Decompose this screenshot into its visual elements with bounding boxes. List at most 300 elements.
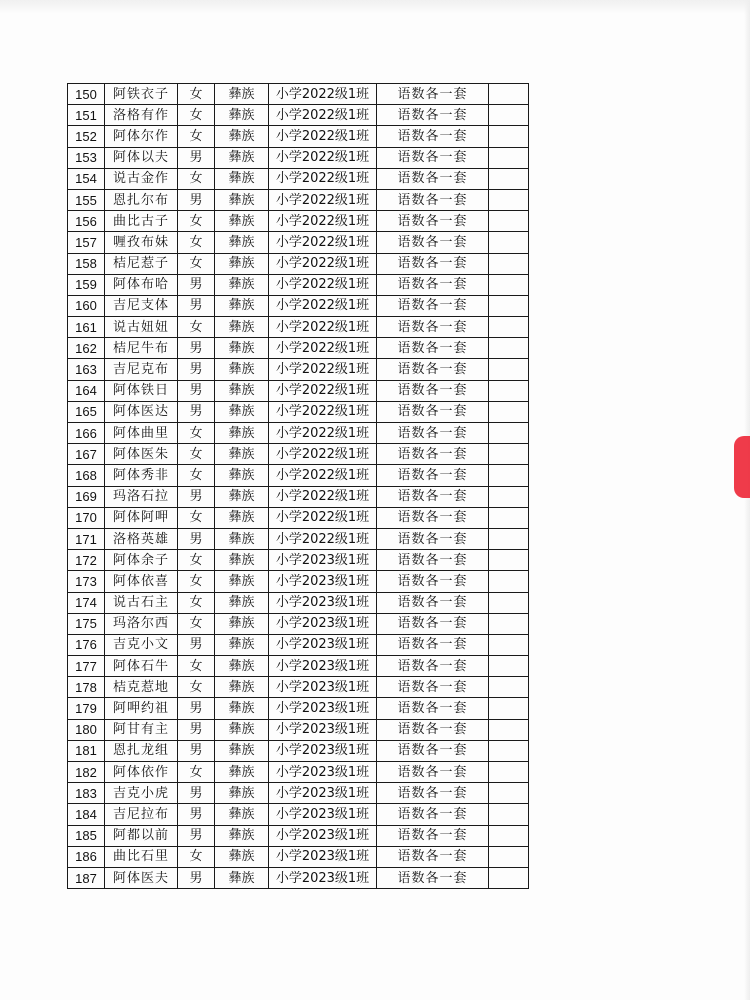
class-cell: 小学2023级1班 <box>269 571 377 592</box>
class-cell: 小学2022级1班 <box>269 359 377 380</box>
textbook-item-cell: 语数各一套 <box>377 211 489 232</box>
gender-cell: 女 <box>178 211 215 232</box>
textbook-item-cell: 语数各一套 <box>377 168 489 189</box>
student-name-cell: 洛格有作 <box>105 105 178 126</box>
row-number-cell: 171 <box>68 528 105 549</box>
table-row <box>68 846 529 867</box>
ethnicity-cell: 彝族 <box>215 528 269 549</box>
gender-cell: 女 <box>178 507 215 528</box>
table-row <box>68 401 529 422</box>
textbook-item-cell: 语数各一套 <box>377 465 489 486</box>
student-name-cell: 说古金作 <box>105 168 178 189</box>
ethnicity-cell: 彝族 <box>215 380 269 401</box>
student-name-cell: 阿体医达 <box>105 401 178 422</box>
textbook-item-cell: 语数各一套 <box>377 232 489 253</box>
remark-cell <box>489 232 529 253</box>
scan-shadow-right <box>744 0 750 1000</box>
gender-cell: 女 <box>178 571 215 592</box>
textbook-item-cell: 语数各一套 <box>377 338 489 359</box>
textbook-item-cell: 语数各一套 <box>377 783 489 804</box>
remark-cell <box>489 211 529 232</box>
gender-cell: 女 <box>178 168 215 189</box>
table-row <box>68 147 529 168</box>
class-cell: 小学2023级1班 <box>269 740 377 761</box>
class-cell: 小学2023级1班 <box>269 867 377 888</box>
textbook-item-cell: 语数各一套 <box>377 740 489 761</box>
textbook-item-cell: 语数各一套 <box>377 189 489 210</box>
textbook-item-cell: 语数各一套 <box>377 105 489 126</box>
table-row <box>68 656 529 677</box>
ethnicity-cell: 彝族 <box>215 253 269 274</box>
textbook-item-cell: 语数各一套 <box>377 126 489 147</box>
class-cell: 小学2022级1班 <box>269 147 377 168</box>
ethnicity-cell: 彝族 <box>215 317 269 338</box>
class-cell: 小学2022级1班 <box>269 444 377 465</box>
textbook-item-cell: 语数各一套 <box>377 846 489 867</box>
textbook-item-cell: 语数各一套 <box>377 613 489 634</box>
table-row <box>68 380 529 401</box>
class-cell: 小学2023级1班 <box>269 592 377 613</box>
row-number-cell: 170 <box>68 507 105 528</box>
row-number-cell: 168 <box>68 465 105 486</box>
remark-cell <box>489 783 529 804</box>
gender-cell: 男 <box>178 189 215 210</box>
ethnicity-cell: 彝族 <box>215 783 269 804</box>
table-row <box>68 825 529 846</box>
ethnicity-cell: 彝族 <box>215 825 269 846</box>
gender-cell: 女 <box>178 253 215 274</box>
row-number-cell: 185 <box>68 825 105 846</box>
gender-cell: 男 <box>178 359 215 380</box>
table-row <box>68 126 529 147</box>
remark-cell <box>489 804 529 825</box>
class-cell: 小学2023级1班 <box>269 613 377 634</box>
row-number-cell: 166 <box>68 423 105 444</box>
textbook-item-cell: 语数各一套 <box>377 401 489 422</box>
roster-body <box>68 84 529 889</box>
row-number-cell: 151 <box>68 105 105 126</box>
textbook-item-cell: 语数各一套 <box>377 84 489 105</box>
row-number-cell: 164 <box>68 380 105 401</box>
gender-cell: 男 <box>178 825 215 846</box>
row-number-cell: 186 <box>68 846 105 867</box>
remark-cell <box>489 825 529 846</box>
remark-cell <box>489 677 529 698</box>
table-row <box>68 423 529 444</box>
gender-cell: 男 <box>178 867 215 888</box>
class-cell: 小学2023级1班 <box>269 719 377 740</box>
row-number-cell: 163 <box>68 359 105 380</box>
row-number-cell: 169 <box>68 486 105 507</box>
gender-cell: 女 <box>178 232 215 253</box>
table-row <box>68 571 529 592</box>
student-name-cell: 吉克小文 <box>105 634 178 655</box>
row-number-cell: 152 <box>68 126 105 147</box>
gender-cell: 女 <box>178 613 215 634</box>
textbook-item-cell: 语数各一套 <box>377 147 489 168</box>
row-number-cell: 157 <box>68 232 105 253</box>
gender-cell: 女 <box>178 677 215 698</box>
ethnicity-cell: 彝族 <box>215 105 269 126</box>
remark-cell <box>489 465 529 486</box>
gender-cell: 女 <box>178 762 215 783</box>
ethnicity-cell: 彝族 <box>215 274 269 295</box>
student-name-cell: 恩扎尔布 <box>105 189 178 210</box>
ethnicity-cell: 彝族 <box>215 804 269 825</box>
ethnicity-cell: 彝族 <box>215 846 269 867</box>
ethnicity-cell: 彝族 <box>215 423 269 444</box>
ethnicity-cell: 彝族 <box>215 401 269 422</box>
textbook-item-cell: 语数各一套 <box>377 253 489 274</box>
class-cell: 小学2022级1班 <box>269 423 377 444</box>
ethnicity-cell: 彝族 <box>215 359 269 380</box>
textbook-item-cell: 语数各一套 <box>377 677 489 698</box>
row-number-cell: 182 <box>68 762 105 783</box>
student-name-cell: 桔尼惹子 <box>105 253 178 274</box>
remark-cell <box>489 846 529 867</box>
remark-cell <box>489 762 529 783</box>
ethnicity-cell: 彝族 <box>215 338 269 359</box>
remark-cell <box>489 274 529 295</box>
remark-cell <box>489 698 529 719</box>
table-row <box>68 762 529 783</box>
gender-cell: 女 <box>178 592 215 613</box>
ethnicity-cell: 彝族 <box>215 84 269 105</box>
table-row <box>68 105 529 126</box>
gender-cell: 男 <box>178 147 215 168</box>
table-row <box>68 232 529 253</box>
remark-cell <box>489 359 529 380</box>
student-name-cell: 阿体铁日 <box>105 380 178 401</box>
red-seal-edge-mark <box>734 436 750 498</box>
ethnicity-cell: 彝族 <box>215 571 269 592</box>
row-number-cell: 153 <box>68 147 105 168</box>
table-row <box>68 804 529 825</box>
table-row <box>68 677 529 698</box>
row-number-cell: 177 <box>68 656 105 677</box>
row-number-cell: 155 <box>68 189 105 210</box>
ethnicity-cell: 彝族 <box>215 677 269 698</box>
table-row <box>68 507 529 528</box>
student-name-cell: 阿体曲里 <box>105 423 178 444</box>
table-row <box>68 719 529 740</box>
textbook-item-cell: 语数各一套 <box>377 571 489 592</box>
remark-cell <box>489 634 529 655</box>
class-cell: 小学2023级1班 <box>269 656 377 677</box>
table-row <box>68 359 529 380</box>
row-number-cell: 178 <box>68 677 105 698</box>
student-name-cell: 阿体余子 <box>105 550 178 571</box>
gender-cell: 女 <box>178 550 215 571</box>
student-name-cell: 玛洛尔西 <box>105 613 178 634</box>
row-number-cell: 175 <box>68 613 105 634</box>
remark-cell <box>489 253 529 274</box>
student-name-cell: 阿体医朱 <box>105 444 178 465</box>
table-row <box>68 444 529 465</box>
remark-cell <box>489 126 529 147</box>
textbook-item-cell: 语数各一套 <box>377 295 489 316</box>
class-cell: 小学2022级1班 <box>269 317 377 338</box>
class-cell: 小学2022级1班 <box>269 338 377 359</box>
scan-shadow-top <box>0 0 750 14</box>
ethnicity-cell: 彝族 <box>215 444 269 465</box>
table-row <box>68 592 529 613</box>
ethnicity-cell: 彝族 <box>215 592 269 613</box>
row-number-cell: 150 <box>68 84 105 105</box>
ethnicity-cell: 彝族 <box>215 168 269 189</box>
table-row <box>68 211 529 232</box>
row-number-cell: 174 <box>68 592 105 613</box>
ethnicity-cell: 彝族 <box>215 507 269 528</box>
remark-cell <box>489 317 529 338</box>
row-number-cell: 160 <box>68 295 105 316</box>
student-roster-table <box>67 83 529 889</box>
table-row <box>68 253 529 274</box>
gender-cell: 男 <box>178 719 215 740</box>
gender-cell: 女 <box>178 105 215 126</box>
remark-cell <box>489 444 529 465</box>
table-row <box>68 613 529 634</box>
gender-cell: 男 <box>178 698 215 719</box>
student-name-cell: 吉尼克布 <box>105 359 178 380</box>
ethnicity-cell: 彝族 <box>215 465 269 486</box>
textbook-item-cell: 语数各一套 <box>377 762 489 783</box>
table-row <box>68 528 529 549</box>
student-name-cell: 曲比古子 <box>105 211 178 232</box>
class-cell: 小学2023级1班 <box>269 846 377 867</box>
ethnicity-cell: 彝族 <box>215 698 269 719</box>
remark-cell <box>489 423 529 444</box>
gender-cell: 女 <box>178 317 215 338</box>
remark-cell <box>489 84 529 105</box>
table-row <box>68 338 529 359</box>
row-number-cell: 159 <box>68 274 105 295</box>
row-number-cell: 173 <box>68 571 105 592</box>
remark-cell <box>489 571 529 592</box>
student-name-cell: 洛格英雄 <box>105 528 178 549</box>
class-cell: 小学2022级1班 <box>269 126 377 147</box>
table-row <box>68 189 529 210</box>
class-cell: 小学2022级1班 <box>269 380 377 401</box>
textbook-item-cell: 语数各一套 <box>377 592 489 613</box>
class-cell: 小学2023级1班 <box>269 783 377 804</box>
table-row <box>68 295 529 316</box>
student-name-cell: 阿体医夫 <box>105 867 178 888</box>
gender-cell: 女 <box>178 846 215 867</box>
remark-cell <box>489 168 529 189</box>
textbook-item-cell: 语数各一套 <box>377 380 489 401</box>
remark-cell <box>489 719 529 740</box>
table-row <box>68 783 529 804</box>
ethnicity-cell: 彝族 <box>215 634 269 655</box>
row-number-cell: 183 <box>68 783 105 804</box>
textbook-item-cell: 语数各一套 <box>377 550 489 571</box>
row-number-cell: 165 <box>68 401 105 422</box>
class-cell: 小学2022级1班 <box>269 295 377 316</box>
gender-cell: 女 <box>178 84 215 105</box>
gender-cell: 男 <box>178 804 215 825</box>
student-name-cell: 吉克小虎 <box>105 783 178 804</box>
gender-cell: 男 <box>178 295 215 316</box>
row-number-cell: 181 <box>68 740 105 761</box>
ethnicity-cell: 彝族 <box>215 486 269 507</box>
gender-cell: 男 <box>178 740 215 761</box>
class-cell: 小学2022级1班 <box>269 232 377 253</box>
remark-cell <box>489 656 529 677</box>
table-row <box>68 867 529 888</box>
ethnicity-cell: 彝族 <box>215 740 269 761</box>
row-number-cell: 158 <box>68 253 105 274</box>
remark-cell <box>489 550 529 571</box>
remark-cell <box>489 507 529 528</box>
remark-cell <box>489 295 529 316</box>
student-name-cell: 桔克惹地 <box>105 677 178 698</box>
row-number-cell: 176 <box>68 634 105 655</box>
student-name-cell: 说古石主 <box>105 592 178 613</box>
textbook-item-cell: 语数各一套 <box>377 656 489 677</box>
student-name-cell: 阿体依喜 <box>105 571 178 592</box>
table-row <box>68 274 529 295</box>
table-row <box>68 486 529 507</box>
remark-cell <box>489 867 529 888</box>
textbook-item-cell: 语数各一套 <box>377 274 489 295</box>
student-name-cell: 阿甘有主 <box>105 719 178 740</box>
row-number-cell: 187 <box>68 867 105 888</box>
row-number-cell: 156 <box>68 211 105 232</box>
student-name-cell: 阿体布哈 <box>105 274 178 295</box>
row-number-cell: 172 <box>68 550 105 571</box>
gender-cell: 女 <box>178 444 215 465</box>
textbook-item-cell: 语数各一套 <box>377 317 489 338</box>
textbook-item-cell: 语数各一套 <box>377 507 489 528</box>
ethnicity-cell: 彝族 <box>215 762 269 783</box>
class-cell: 小学2022级1班 <box>269 253 377 274</box>
student-name-cell: 阿体尔作 <box>105 126 178 147</box>
class-cell: 小学2022级1班 <box>269 211 377 232</box>
row-number-cell: 161 <box>68 317 105 338</box>
ethnicity-cell: 彝族 <box>215 232 269 253</box>
textbook-item-cell: 语数各一套 <box>377 423 489 444</box>
student-name-cell: 曲比石里 <box>105 846 178 867</box>
student-name-cell: 阿体以夫 <box>105 147 178 168</box>
table-row <box>68 465 529 486</box>
class-cell: 小学2023级1班 <box>269 550 377 571</box>
class-cell: 小学2022级1班 <box>269 105 377 126</box>
textbook-item-cell: 语数各一套 <box>377 486 489 507</box>
remark-cell <box>489 147 529 168</box>
student-name-cell: 阿都以前 <box>105 825 178 846</box>
gender-cell: 女 <box>178 126 215 147</box>
student-name-cell: 恩扎龙组 <box>105 740 178 761</box>
class-cell: 小学2022级1班 <box>269 507 377 528</box>
gender-cell: 男 <box>178 528 215 549</box>
row-number-cell: 184 <box>68 804 105 825</box>
class-cell: 小学2022级1班 <box>269 401 377 422</box>
class-cell: 小学2023级1班 <box>269 698 377 719</box>
class-cell: 小学2023级1班 <box>269 804 377 825</box>
class-cell: 小学2023级1班 <box>269 677 377 698</box>
table-row <box>68 634 529 655</box>
remark-cell <box>489 592 529 613</box>
gender-cell: 男 <box>178 783 215 804</box>
textbook-item-cell: 语数各一套 <box>377 634 489 655</box>
row-number-cell: 180 <box>68 719 105 740</box>
textbook-item-cell: 语数各一套 <box>377 359 489 380</box>
gender-cell: 男 <box>178 274 215 295</box>
ethnicity-cell: 彝族 <box>215 211 269 232</box>
class-cell: 小学2022级1班 <box>269 465 377 486</box>
student-name-cell: 喱孜布妹 <box>105 232 178 253</box>
student-name-cell: 阿体石牛 <box>105 656 178 677</box>
remark-cell <box>489 740 529 761</box>
student-name-cell: 说古妞妞 <box>105 317 178 338</box>
gender-cell: 女 <box>178 656 215 677</box>
remark-cell <box>489 105 529 126</box>
remark-cell <box>489 380 529 401</box>
student-name-cell: 阿呷约祖 <box>105 698 178 719</box>
remark-cell <box>489 401 529 422</box>
ethnicity-cell: 彝族 <box>215 656 269 677</box>
class-cell: 小学2022级1班 <box>269 189 377 210</box>
ethnicity-cell: 彝族 <box>215 189 269 210</box>
gender-cell: 男 <box>178 338 215 359</box>
textbook-item-cell: 语数各一套 <box>377 825 489 846</box>
remark-cell <box>489 528 529 549</box>
gender-cell: 男 <box>178 634 215 655</box>
remark-cell <box>489 338 529 359</box>
textbook-item-cell: 语数各一套 <box>377 719 489 740</box>
gender-cell: 女 <box>178 465 215 486</box>
ethnicity-cell: 彝族 <box>215 550 269 571</box>
ethnicity-cell: 彝族 <box>215 147 269 168</box>
class-cell: 小学2023级1班 <box>269 634 377 655</box>
ethnicity-cell: 彝族 <box>215 613 269 634</box>
student-name-cell: 桔尼牛布 <box>105 338 178 359</box>
ethnicity-cell: 彝族 <box>215 867 269 888</box>
gender-cell: 女 <box>178 423 215 444</box>
ethnicity-cell: 彝族 <box>215 295 269 316</box>
gender-cell: 男 <box>178 401 215 422</box>
gender-cell: 男 <box>178 486 215 507</box>
student-name-cell: 阿体依作 <box>105 762 178 783</box>
gender-cell: 男 <box>178 380 215 401</box>
table-row <box>68 740 529 761</box>
table-row <box>68 550 529 571</box>
class-cell: 小学2023级1班 <box>269 825 377 846</box>
class-cell: 小学2022级1班 <box>269 274 377 295</box>
ethnicity-cell: 彝族 <box>215 126 269 147</box>
table-row <box>68 317 529 338</box>
ethnicity-cell: 彝族 <box>215 719 269 740</box>
student-name-cell: 吉尼拉布 <box>105 804 178 825</box>
textbook-item-cell: 语数各一套 <box>377 528 489 549</box>
remark-cell <box>489 189 529 210</box>
class-cell: 小学2023级1班 <box>269 762 377 783</box>
student-name-cell: 玛洛石拉 <box>105 486 178 507</box>
textbook-item-cell: 语数各一套 <box>377 444 489 465</box>
table-row <box>68 698 529 719</box>
table-row <box>68 168 529 189</box>
class-cell: 小学2022级1班 <box>269 168 377 189</box>
student-name-cell: 阿体秀非 <box>105 465 178 486</box>
row-number-cell: 162 <box>68 338 105 359</box>
textbook-item-cell: 语数各一套 <box>377 804 489 825</box>
row-number-cell: 154 <box>68 168 105 189</box>
textbook-item-cell: 语数各一套 <box>377 867 489 888</box>
remark-cell <box>489 613 529 634</box>
class-cell: 小学2022级1班 <box>269 486 377 507</box>
table-row <box>68 84 529 105</box>
